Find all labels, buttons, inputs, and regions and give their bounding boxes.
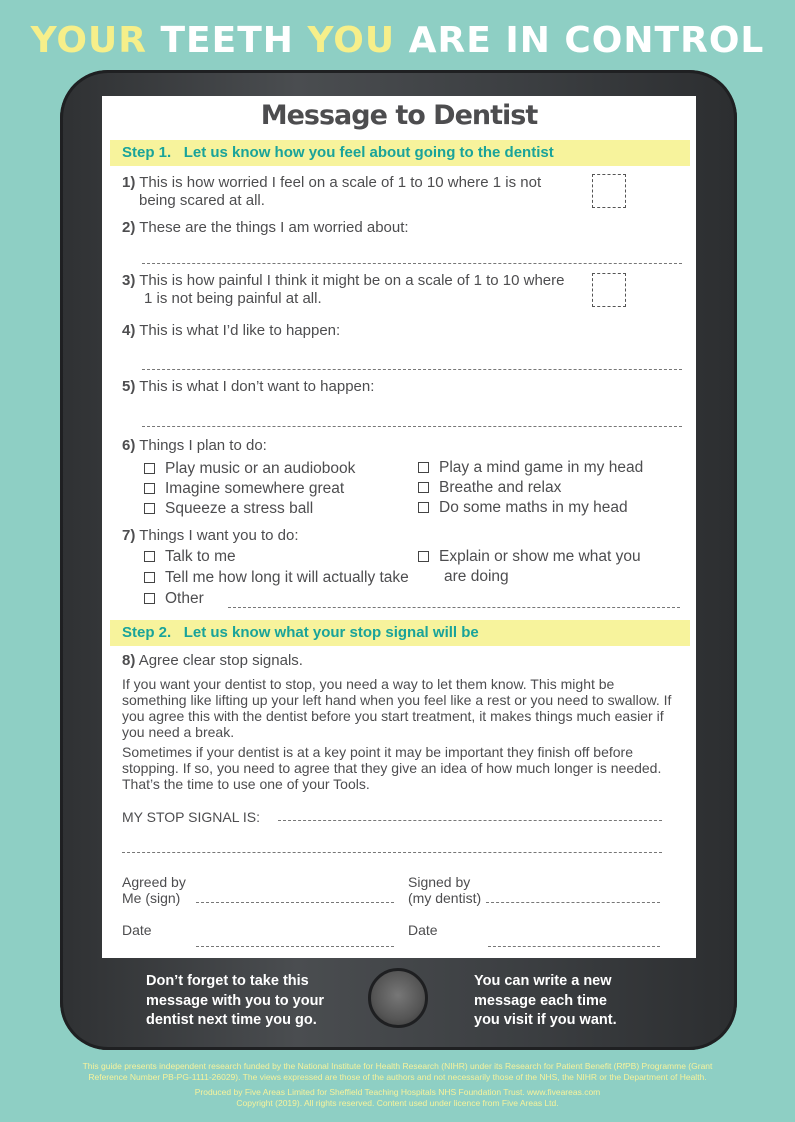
signed-label-line2: (my dentist) (408, 890, 482, 906)
checkbox-icon[interactable] (418, 551, 429, 562)
option-stress-ball[interactable] (144, 499, 313, 519)
q1-line1: This is how worried I feel on a scale of 1 to 10 where 1 is not (139, 174, 542, 191)
signed-label-line1: Signed by (408, 874, 471, 890)
checkbox-icon[interactable] (418, 462, 429, 473)
my-signature-line[interactable] (196, 902, 394, 903)
q1-number: 1) (122, 174, 136, 191)
banner-word-control: ARE IN CONTROL (395, 20, 765, 61)
footer-line4: Copyright (2019). All rights reserved. Content used under licence from Five Areas Ltd. (236, 1098, 559, 1108)
option-maths[interactable] (418, 498, 628, 518)
option-label: Explain or show me what you (439, 548, 641, 565)
stop-signal-paragraph-2: Sometimes if your dentist is at a key point it may be important they finish off before stopping. If so, you need to agree that they give an idea of how much longer is needed. That’s the time to use one of your Tools. (122, 744, 662, 792)
reminder-left-line2: message with you to your (146, 992, 325, 1009)
step1-text: Let us know how you feel about going to the dentist (183, 144, 554, 161)
agreed-by-label (122, 874, 186, 906)
banner-word-your: YOUR (30, 20, 147, 61)
page-banner (0, 20, 795, 61)
q5-number: 5) (122, 378, 136, 395)
question-3 (122, 272, 564, 308)
date-label-1: Date (122, 922, 152, 938)
option-label: Imagine somewhere great (165, 480, 345, 497)
date-line-1[interactable] (196, 946, 394, 947)
worry-score-box[interactable] (592, 174, 626, 208)
question-7 (122, 527, 299, 545)
reminder-left-line3: dentist next time you go. (146, 1012, 317, 1028)
footer-line1: This guide presents independent research funded by the National Institute for Health Research (NIHR) under its Research for Patient Benefit (RfPB) Programme (Grant (82, 1061, 713, 1071)
step2-text: Let us know what your stop signal will be (183, 624, 479, 641)
agreed-label-line1: Agreed by (122, 874, 186, 890)
option-label: Talk to me (165, 548, 236, 565)
step2-header (110, 620, 690, 646)
q6-number: 6) (122, 437, 136, 454)
dont-want-line[interactable] (142, 426, 682, 427)
q4-number: 4) (122, 322, 136, 339)
option-how-long[interactable] (144, 568, 409, 588)
date-label-2: Date (408, 922, 438, 938)
checkbox-icon[interactable] (144, 551, 155, 562)
step1-header (110, 140, 690, 166)
question-8 (122, 652, 303, 670)
reminder-right-line2: message each time (474, 992, 607, 1009)
option-label: Other (165, 590, 204, 607)
option-play-music[interactable] (144, 459, 355, 479)
question-1 (122, 174, 541, 210)
q4-text: This is what I’d like to happen: (139, 322, 341, 339)
stop-signal-line-1[interactable] (278, 820, 662, 821)
option-talk[interactable] (144, 547, 236, 567)
question-2 (122, 219, 409, 237)
other-answer-line[interactable] (228, 607, 680, 608)
option-label: Do some maths in my head (439, 499, 628, 516)
footer-line3: Produced by Five Areas Limited for Sheffield Teaching Hospitals NHS Foundation Trust. www.fiveareas.com (194, 1087, 601, 1097)
agreed-label-line2: Me (sign) (122, 890, 181, 906)
option-label: Play a mind game in my head (439, 459, 644, 476)
checkbox-icon[interactable] (418, 482, 429, 493)
stop-signal-paragraph-1: If you want your dentist to stop, you need a way to let them know. This might be something like lifting up your left hand when you feel like a rest or you need to swallow. If you agree this with the dentist before you start treatment, it makes things much easier if you need a break. (122, 676, 672, 740)
q3-line1: This is how painful I think it might be on a scale of 1 to 10 where (139, 272, 565, 289)
q8-text: Agree clear stop signals. (138, 652, 303, 669)
option-breathe[interactable] (418, 478, 561, 498)
option-imagine[interactable] (144, 479, 344, 499)
q1-line2: being scared at all. (139, 192, 265, 209)
reminder-right (474, 972, 617, 1031)
option-explain[interactable] (418, 547, 641, 587)
q7-number: 7) (122, 527, 136, 544)
tablet-screen (102, 96, 696, 958)
reminder-right-line1: You can write a new (474, 973, 612, 989)
reminder-left (146, 972, 324, 1031)
checkbox-icon[interactable] (418, 502, 429, 513)
page-title: Message to Dentist (260, 100, 538, 131)
stop-signal-label: MY STOP SIGNAL IS: (122, 809, 260, 825)
date-line-2[interactable] (488, 946, 660, 947)
home-button-icon (368, 968, 428, 1028)
banner-word-you: YOU (307, 20, 396, 61)
checkbox-icon[interactable] (144, 572, 155, 583)
question-5 (122, 378, 374, 396)
footer-line2: Reference Number PB-PG-1111-26029). The views expressed are those of the authors and not necessarily those of the NHS, the NIHR or the Department of Health. (88, 1072, 707, 1082)
q2-number: 2) (122, 219, 136, 236)
option-label: Squeeze a stress ball (165, 500, 314, 517)
option-label: Play music or an audiobook (165, 460, 356, 477)
q3-number: 3) (122, 272, 136, 289)
signed-by-label (408, 874, 481, 906)
step2-label: Step 2. (122, 624, 172, 641)
like-to-happen-line[interactable] (142, 369, 682, 370)
option-label: Breathe and relax (439, 479, 562, 496)
checkbox-icon[interactable] (144, 463, 155, 474)
reminder-left-line1: Don’t forget to take this (146, 973, 309, 989)
pain-score-box[interactable] (592, 273, 626, 307)
q3-line2: 1 is not being painful at all. (144, 290, 322, 307)
q8-number: 8) (122, 652, 136, 669)
checkbox-icon[interactable] (144, 503, 155, 514)
option-label: Tell me how long it will actually take (165, 569, 409, 586)
q5-text: This is what I don’t want to happen: (139, 378, 375, 395)
banner-word-teeth: TEETH (146, 20, 308, 61)
footer-funding (0, 1061, 795, 1083)
dentist-signature-line[interactable] (486, 902, 660, 903)
stop-signal-line-2[interactable] (122, 852, 662, 853)
reminder-right-line3: you visit if you want. (474, 1012, 617, 1028)
question-6 (122, 437, 267, 455)
worries-answer-line[interactable] (142, 263, 682, 264)
option-mind-game[interactable] (418, 458, 643, 478)
footer-copyright (0, 1087, 795, 1109)
q7-text: Things I want you to do: (139, 527, 299, 544)
step1-label: Step 1. (122, 144, 172, 161)
q6-text: Things I plan to do: (139, 437, 267, 454)
checkbox-icon[interactable] (144, 483, 155, 494)
question-4 (122, 322, 340, 340)
option-other[interactable] (144, 589, 204, 609)
option-label-continued: are doing (444, 568, 509, 585)
q2-text: These are the things I am worried about: (139, 219, 409, 236)
checkbox-icon[interactable] (144, 593, 155, 604)
